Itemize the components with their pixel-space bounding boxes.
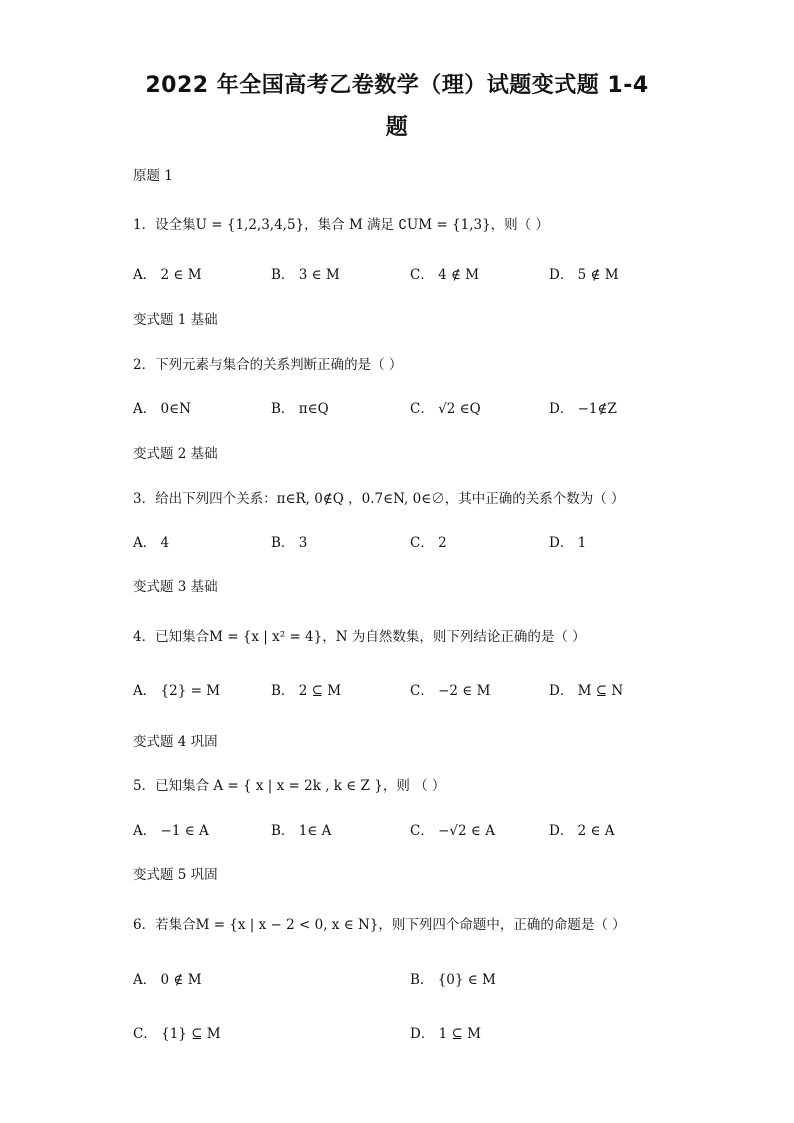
option-d: D． −1∉Z [549, 401, 617, 417]
option-d: D． M ⊆ N [549, 683, 624, 699]
section-label: 变式题 1 基础 [133, 312, 218, 328]
question-stem: 4．已知集合M = {x | x² = 4}，N 为自然数集，则下列结论正确的是（ ） [133, 629, 586, 645]
option-d: D． 2 ∈ A [549, 823, 615, 839]
section-label: 变式题 2 基础 [133, 446, 218, 462]
option-a: A． 0 ∉ M [133, 972, 202, 988]
option-b: B． 1∈ A [271, 823, 332, 839]
option-b: B． 2 ⊆ M [271, 683, 342, 699]
question-stem: 6．若集合M = {x | x − 2 < 0, x ∈ N}，则下列四个命题中，正确的命题是（ ） [133, 917, 626, 933]
section-label: 变式题 4 巩固 [133, 734, 218, 750]
document-title-line1: 2022 年全国高考乙卷数学（理）试题变式题 1-4 [145, 73, 649, 98]
document-title-line2: 题 [385, 115, 409, 140]
option-d: D． 1 [549, 535, 587, 551]
option-b: B． 3 [271, 535, 308, 551]
question-stem: 1．设全集U = {1,2,3,4,5}，集合 M 满足 ∁UM = {1,3}，则（ ） [133, 217, 549, 233]
option-d: D． 5 ∉ M [549, 267, 619, 283]
section-label: 变式题 5 巩固 [133, 867, 218, 883]
option-a: A． 4 [133, 535, 170, 551]
option-d: D． 1 ⊆ M [410, 1026, 481, 1042]
option-a: A． {2} = M [133, 683, 221, 699]
question-stem: 5．已知集合 A = { x | x = 2k , k ∈ Z }，则 （ ） [133, 778, 446, 794]
option-c: C． √2 ∈Q [410, 401, 481, 417]
option-b: B． {0} ∈ M [410, 972, 496, 988]
option-a: A． −1 ∈ A [133, 823, 209, 839]
option-a: A． 0∈N [133, 401, 191, 417]
option-c: C． {1} ⊆ M [133, 1026, 221, 1042]
question-stem: 3．给出下列四个关系：π∈R, 0∉Q ，0.7∈N, 0∈∅，其中正确的关系个数为（ ） [133, 491, 625, 507]
option-c: C． −√2 ∈ A [410, 823, 495, 839]
option-b: B． 3 ∈ M [271, 267, 340, 283]
option-c: C． −2 ∈ M [410, 683, 491, 699]
option-b: B． π∈Q [271, 401, 329, 417]
option-c: C． 4 ∉ M [410, 267, 480, 283]
option-a: A． 2 ∈ M [133, 267, 202, 283]
option-c: C． 2 [410, 535, 447, 551]
question-stem: 2．下列元素与集合的关系判断正确的是（ ） [133, 357, 403, 373]
section-label: 变式题 3 基础 [133, 579, 218, 595]
section-label: 原题 1 [133, 168, 173, 184]
